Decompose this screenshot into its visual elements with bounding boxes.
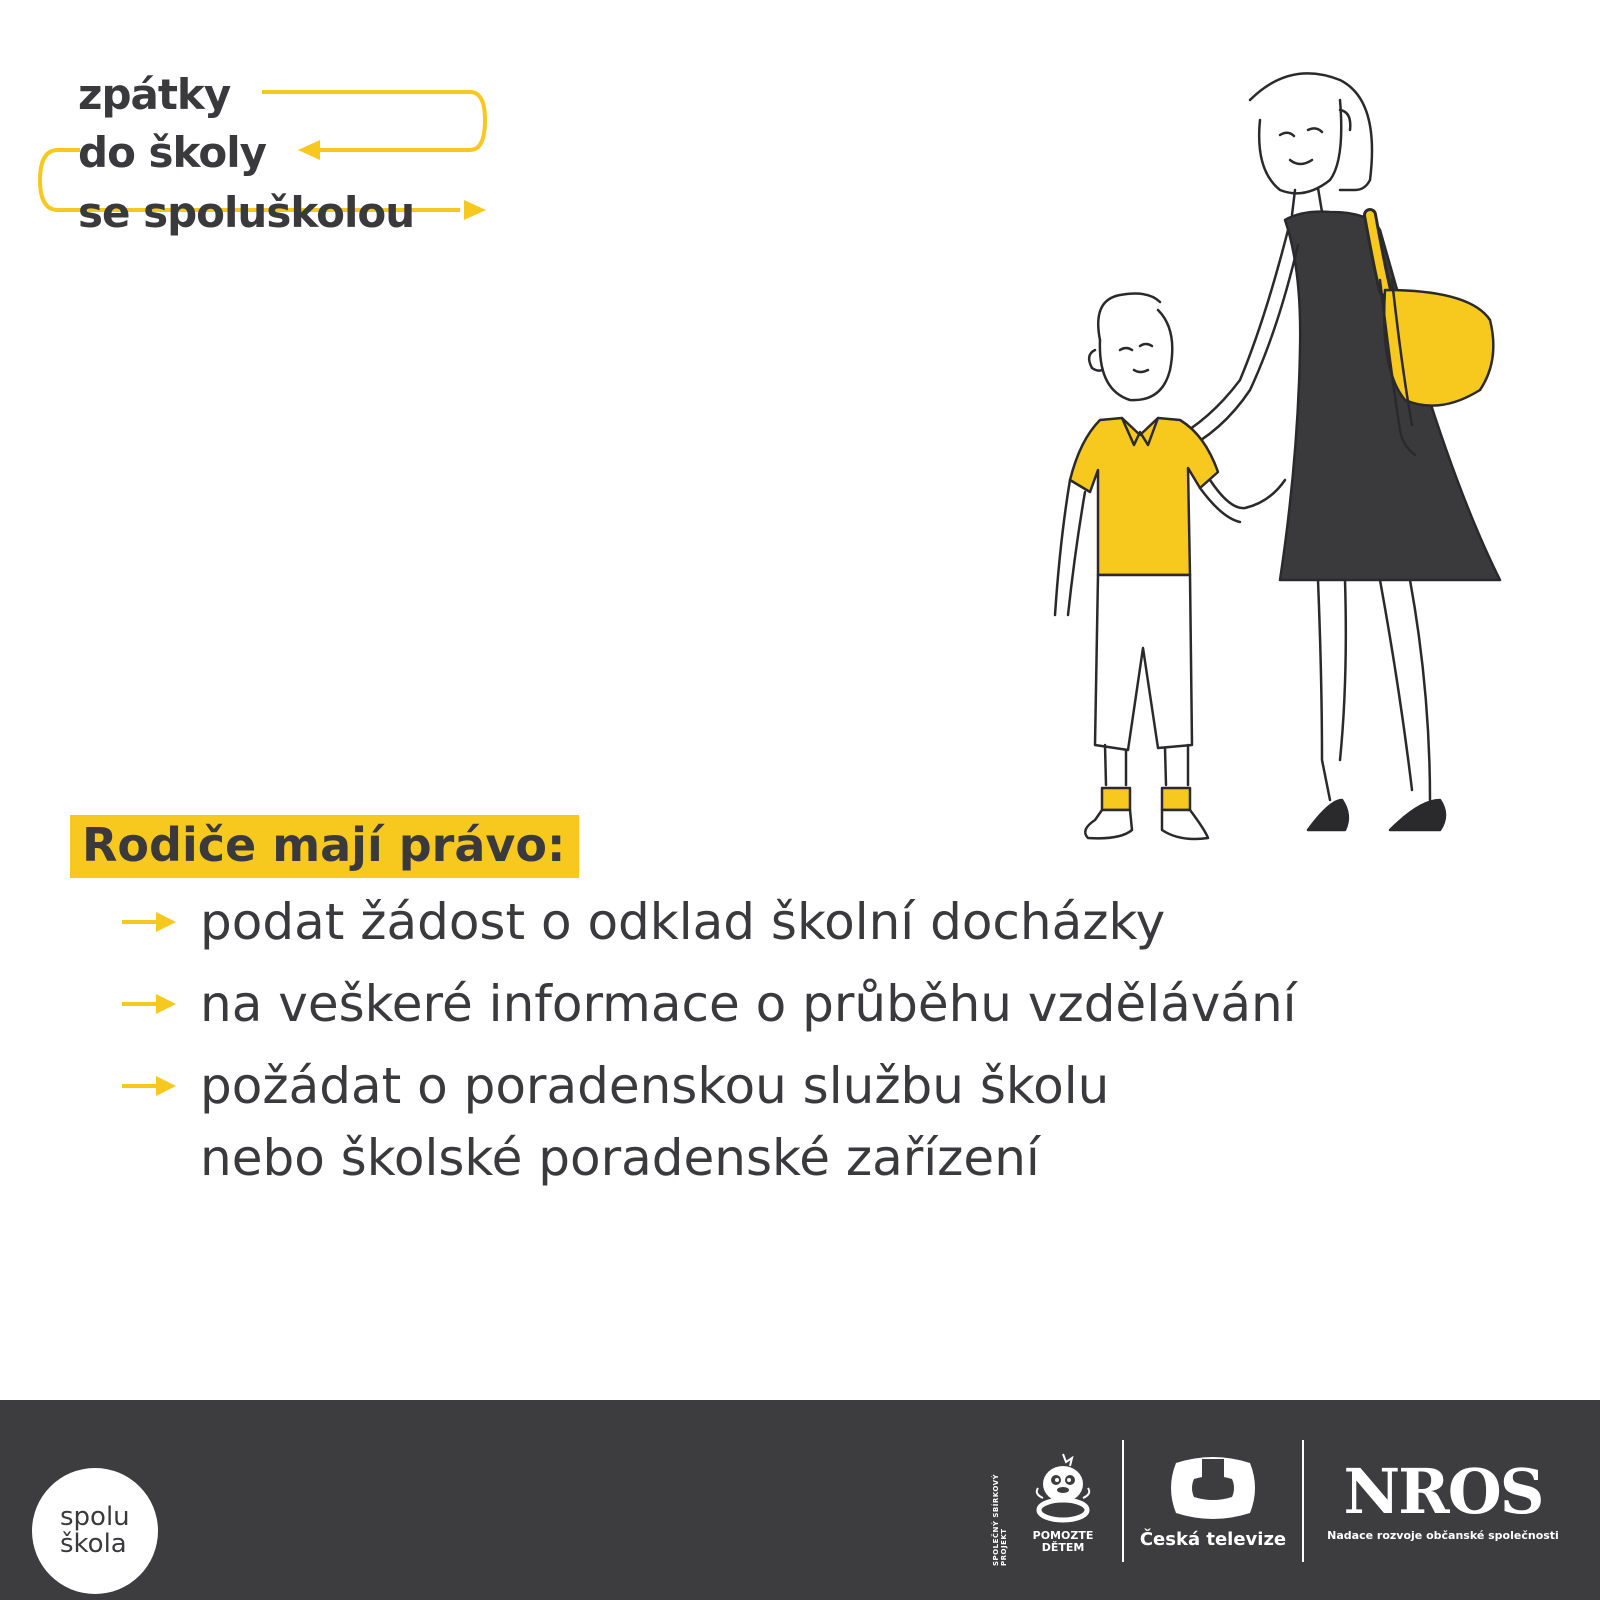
nros-name: Nadace rozvoje občanské společnosti <box>1327 1528 1559 1542</box>
pomozte-detem-logo <box>1018 1448 1108 1554</box>
rights-item <box>70 886 1550 958</box>
partner-logos <box>992 1436 1568 1566</box>
campaign-line-1: zpátky <box>78 70 231 119</box>
ceska-televize-name: Česká televize <box>1139 1528 1287 1550</box>
mother-child-illustration <box>1040 40 1600 880</box>
rights-title: Rodiče mají právo: <box>70 815 579 878</box>
arrow-right-icon <box>122 990 178 1018</box>
spoluskola-logo <box>32 1468 158 1594</box>
rights-item <box>70 1050 1550 1194</box>
nros-mark: NROS <box>1343 1454 1543 1528</box>
arrow-right-icon <box>122 1072 178 1100</box>
rights-item-text-continued: nebo školské poradenské zařízení <box>200 1128 1040 1187</box>
footer <box>0 1400 1600 1600</box>
duck-mascot-icon <box>1028 1448 1098 1528</box>
campaign-line-2: do školy <box>78 128 266 177</box>
ceska-televize-logo <box>1138 1453 1288 1550</box>
rights-item <box>70 968 1550 1040</box>
rights-item-text: na veškeré informace o průběhu vzdělávání <box>200 974 1297 1033</box>
rights-item-text: podat žádost o odklad školní docházky <box>200 892 1166 951</box>
joint-project-note: SPOLEČNÝ SBÍRKOVÝ PROJEKT <box>992 1473 1008 1566</box>
rights-item-text: požádat o poradenskou službu školu <box>200 1056 1110 1115</box>
partner-divider <box>1122 1440 1124 1562</box>
pomozte-detem-name: POMOZTE DĚTEM <box>1032 1528 1094 1554</box>
ct-mark-icon <box>1168 1453 1258 1523</box>
campaign-line-3: se spoluškolou <box>78 188 415 237</box>
arrow-right-icon <box>122 908 178 936</box>
rights-list <box>70 886 1550 1194</box>
parent-rights <box>70 815 1550 1204</box>
campaign-logo <box>30 60 510 260</box>
spoluskola-logo-line-2: škola <box>60 1529 127 1559</box>
spoluskola-logo-line-1: spolu <box>60 1501 130 1532</box>
nros-logo <box>1318 1454 1568 1542</box>
partner-divider <box>1302 1440 1304 1562</box>
